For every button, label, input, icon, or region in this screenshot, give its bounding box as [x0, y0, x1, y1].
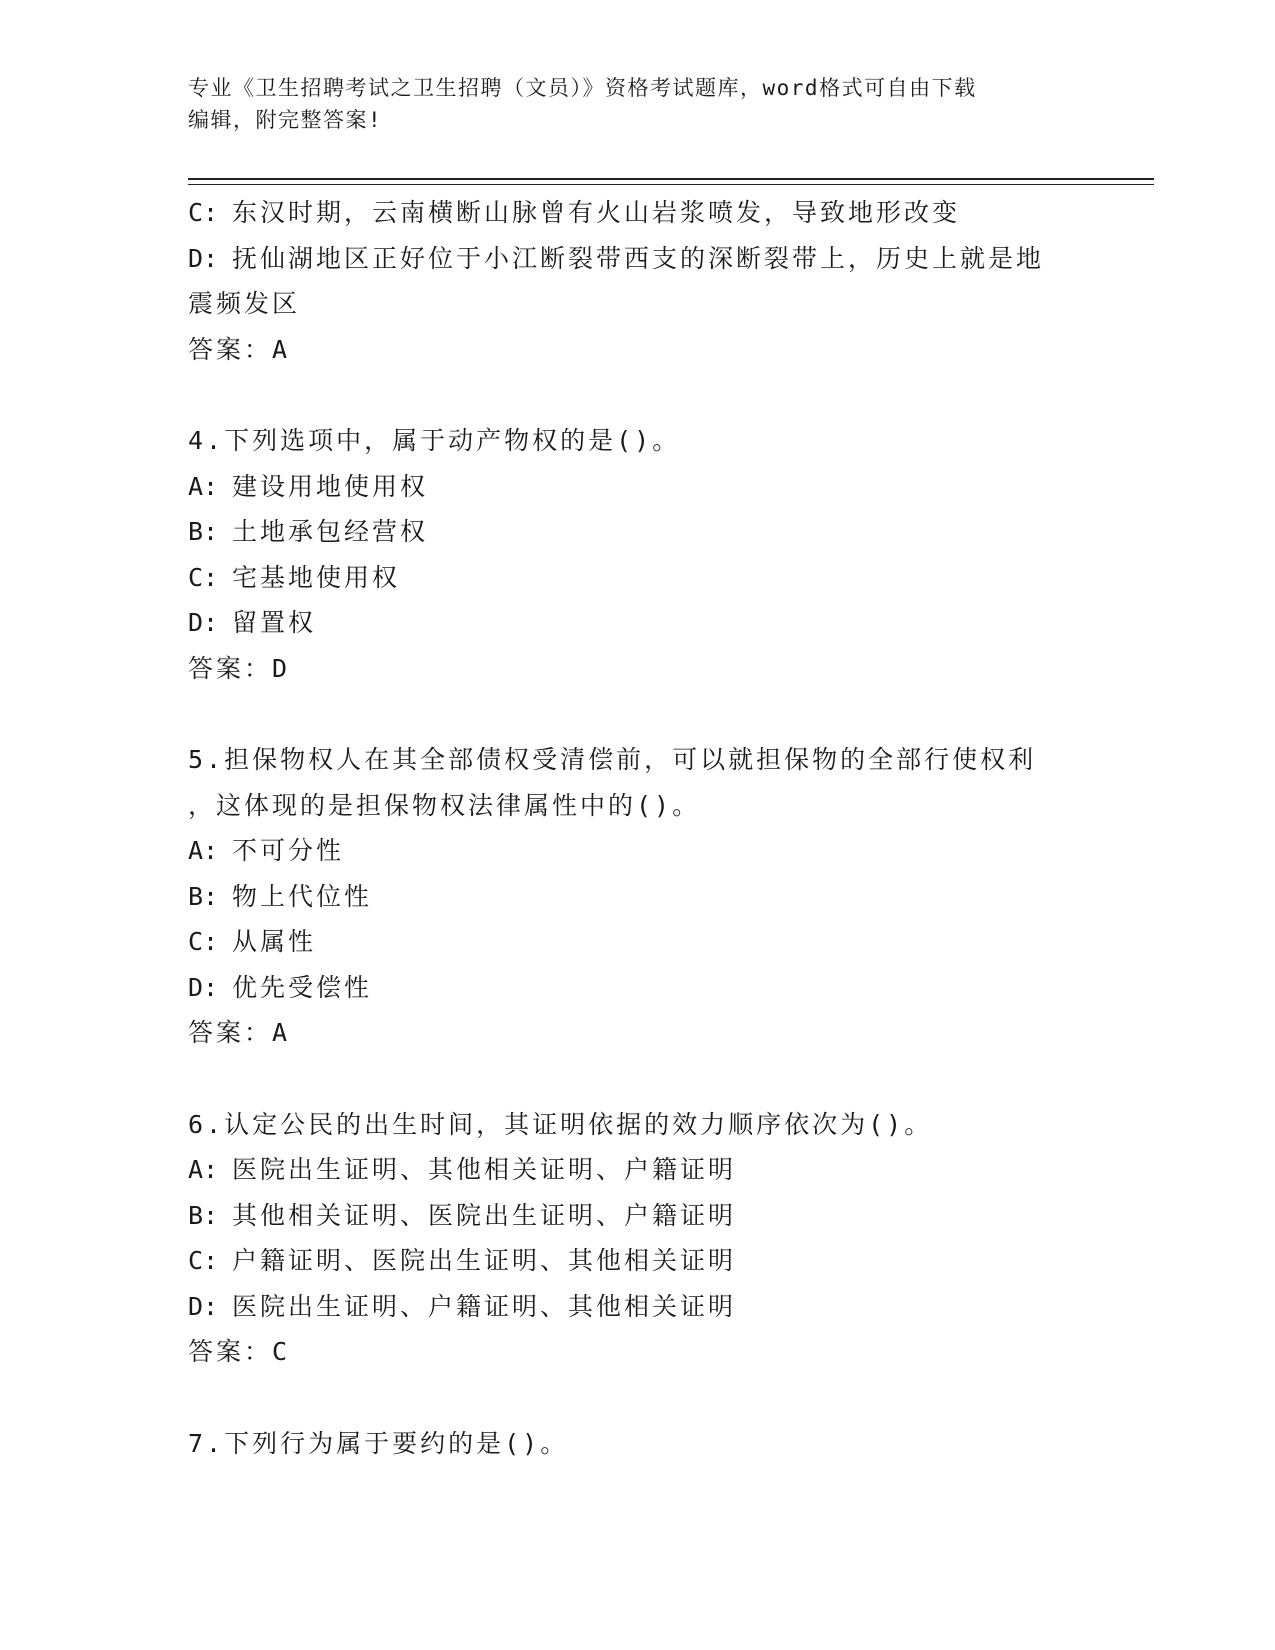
- q4-option-d-letter: D:: [188, 608, 219, 637]
- q5-option-d-letter: D:: [188, 972, 219, 1002]
- q6-option-c: [188, 1238, 1088, 1284]
- q5-option-b-text: 物上代位性: [232, 881, 373, 911]
- q6-option-b-letter: B:: [188, 1200, 219, 1230]
- q4-option-b-text: 土地承包经营权: [232, 517, 429, 546]
- q4-question: 4.下列选项中，属于动产物权的是()。: [188, 426, 681, 455]
- q7-question: 7.下列行为属于要约的是()。: [188, 1428, 569, 1458]
- q3-option-d-text-line-1: 抚仙湖地区正好位于小江断裂带西支的深断裂带上，历史上就是地: [232, 243, 1045, 273]
- q5-option-c-text: 从属性: [232, 927, 317, 956]
- q4-option-a: [188, 464, 1088, 510]
- q5-question-line-1: 5.担保物权人在其全部债权受清偿前，可以就担保物的全部行使权利: [188, 745, 1037, 774]
- question-list: [188, 190, 1088, 1466]
- q3-answer: 答案：A: [188, 334, 291, 364]
- document-header: [188, 72, 1068, 136]
- header-divider-thin: [188, 184, 1154, 185]
- q3-option-d: [188, 236, 1088, 282]
- q6-option-b-text: 其他相关证明、医院出生证明、户籍证明: [232, 1200, 737, 1230]
- q5-answer: 答案：A: [188, 1018, 291, 1047]
- q6-option-d-letter: D:: [188, 1291, 219, 1321]
- q3-option-d-letter: D:: [188, 243, 219, 273]
- q4-option-b: [188, 509, 1088, 555]
- q6-option-d: [188, 1284, 1088, 1330]
- q3-option-c-text: 东汉时期，云南横断山脉曾有火山岩浆喷发，导致地形改变: [232, 198, 961, 227]
- q5-option-a: [188, 828, 1088, 874]
- q5-option-d: [188, 965, 1088, 1011]
- header-title-line-2: 编辑，附完整答案!: [188, 108, 383, 132]
- q4-option-a-letter: A:: [188, 471, 219, 501]
- q4-option-b-letter: B:: [188, 517, 219, 546]
- q6-option-c-letter: C:: [188, 1246, 219, 1275]
- q5-question-line-2: ，这体现的是担保物权法律属性中的()。: [188, 790, 701, 820]
- q4-option-a-text: 建设用地使用权: [232, 471, 429, 501]
- q5-option-a-text: 不可分性: [232, 836, 345, 865]
- q3-option-d-text-line-2: 震频发区: [188, 289, 301, 318]
- q6-answer: 答案：C: [188, 1337, 291, 1366]
- q5-option-b-letter: B:: [188, 881, 219, 911]
- q6-option-a-text: 医院出生证明、其他相关证明、户籍证明: [232, 1155, 737, 1184]
- q5-option-d-text: 优先受偿性: [232, 972, 373, 1002]
- q5-option-a-letter: A:: [188, 836, 219, 865]
- q4-option-d: [188, 600, 1088, 646]
- q3-option-c-letter: C:: [188, 198, 219, 227]
- q6-option-d-text: 医院出生证明、户籍证明、其他相关证明: [232, 1291, 737, 1321]
- q5-option-b: [188, 874, 1088, 920]
- q6-option-c-text: 户籍证明、医院出生证明、其他相关证明: [232, 1246, 737, 1275]
- q3-option-c: [188, 190, 1088, 236]
- q4-answer: 答案：D: [188, 653, 291, 683]
- q4-option-c: [188, 555, 1088, 601]
- q5-option-c-letter: C:: [188, 927, 219, 956]
- q6-option-b: [188, 1193, 1088, 1239]
- header-title-line-1: 专业《卫生招聘考试之卫生招聘（文员）》资格考试题库，word格式可自由下载: [188, 76, 977, 100]
- q4-option-c-text: 宅基地使用权: [232, 562, 401, 592]
- q6-question: 6.认定公民的出生时间，其证明依据的效力顺序依次为()。: [188, 1109, 933, 1139]
- q6-option-a: [188, 1147, 1088, 1193]
- q4-option-c-letter: C:: [188, 562, 219, 592]
- q6-option-a-letter: A:: [188, 1155, 219, 1184]
- q4-option-d-text: 留置权: [232, 608, 317, 637]
- q5-option-c: [188, 919, 1088, 965]
- header-divider-thick: [188, 178, 1154, 180]
